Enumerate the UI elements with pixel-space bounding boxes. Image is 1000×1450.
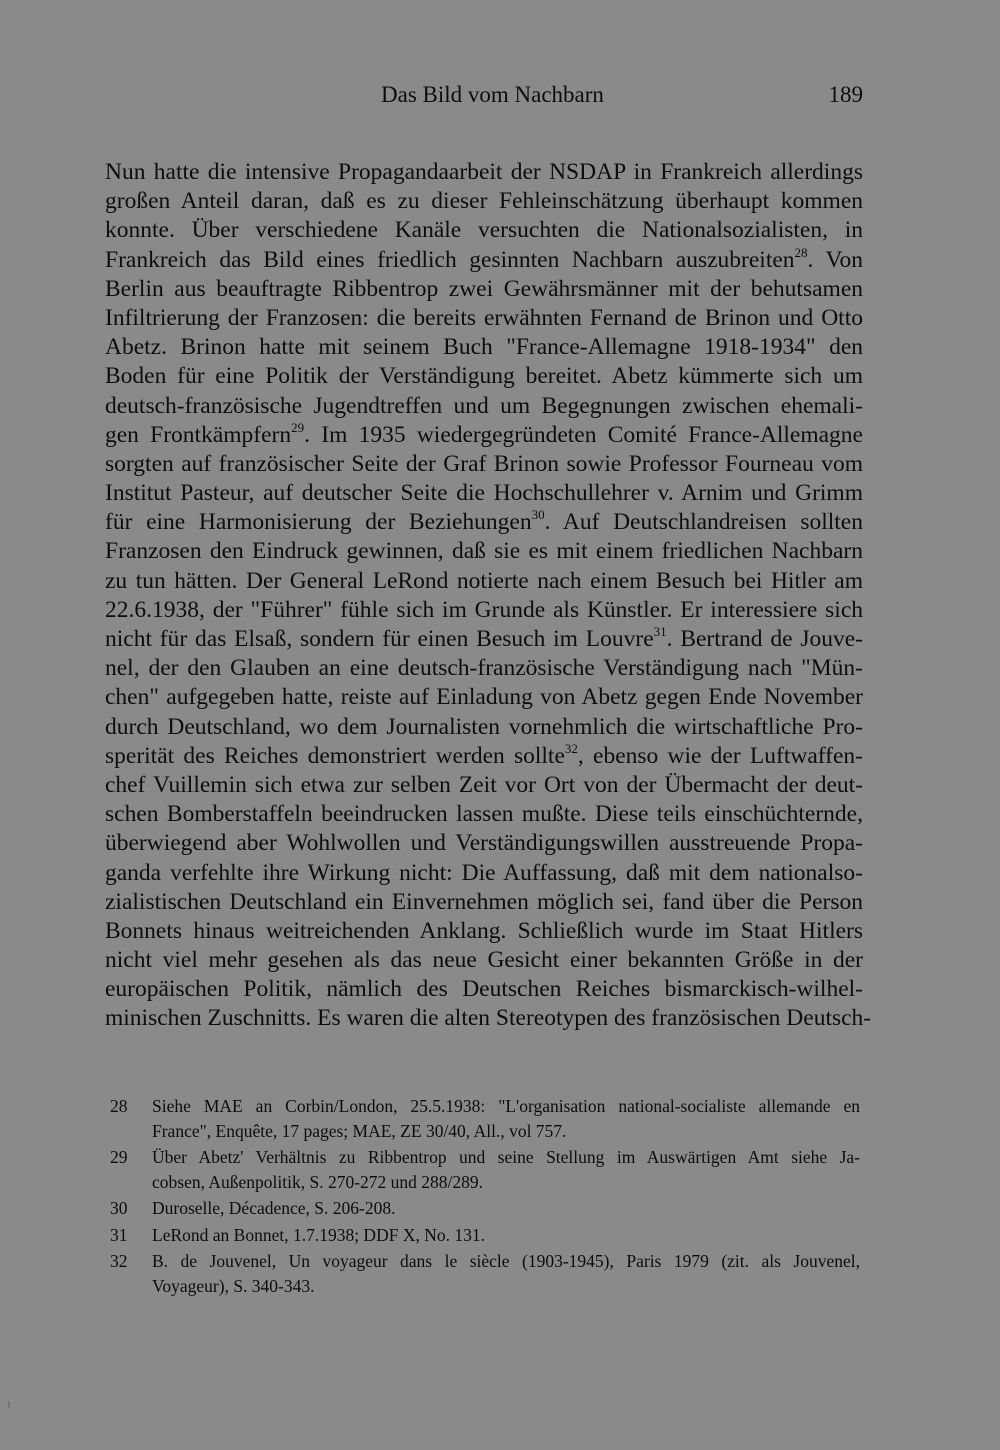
text-segment: minischen Zuschnitts. Es waren die alten Stereotypen des französischen Deutsch- bbox=[105, 1005, 872, 1032]
text-line bbox=[105, 450, 863, 479]
text-line bbox=[105, 537, 863, 566]
text-line bbox=[105, 246, 863, 275]
text-line bbox=[105, 479, 863, 508]
text-line bbox=[105, 1004, 872, 1033]
text-segment: , ebenso wie der Luftwaffen- bbox=[577, 742, 863, 769]
footnote-text: Voyageur), S. 340-343. bbox=[152, 1275, 315, 1296]
text-segment: nel, der den Glauben an eine deutsch-französische Verständigung nach "Mün- bbox=[105, 655, 863, 682]
text-segment: ganda verfehlte ihre Wirkung nicht: Die Auffassung, daß mit dem nationalso- bbox=[105, 859, 863, 886]
text-line bbox=[105, 304, 863, 333]
text-segment: nicht viel mehr gesehen als das neue Gesicht einer bekannten Größe in der bbox=[105, 947, 863, 974]
margin-mark: ǀ bbox=[8, 1400, 11, 1411]
text-line bbox=[105, 742, 863, 771]
text-line bbox=[105, 654, 863, 683]
text-line bbox=[105, 859, 863, 888]
text-line bbox=[105, 917, 863, 946]
text-segment: Boden für eine Politik der Verständigung bereitet. Abetz kümmerte sich um bbox=[105, 363, 863, 390]
text-line bbox=[105, 800, 863, 829]
footnotes bbox=[110, 1094, 860, 1300]
footnote-ref: 29 bbox=[291, 419, 305, 435]
text-segment: durch Deutschland, wo dem Journalisten vornehmlich die wirtschaftliche Pro- bbox=[105, 713, 863, 740]
text-line bbox=[105, 888, 863, 917]
text-segment: gen Frontkämpfern bbox=[105, 421, 292, 448]
text-segment: Nun hatte die intensive Propagandaarbeit der NSDAP in Frankreich allerdings bbox=[105, 159, 863, 185]
page-number: 189 bbox=[828, 82, 863, 107]
text-segment: europäischen Politik, nämlich des Deutschen Reiches bismarckisch-wilhel- bbox=[105, 976, 863, 1003]
text-segment: Franzosen den Eindruck gewinnen, daß sie es mit einem friedlichen Nachbarn bbox=[105, 538, 863, 565]
footnote-text: B. de Jouvenel, Un voyageur dans le siècle (1903-1945), Paris 1979 (zit. als Jouvenel, bbox=[152, 1251, 860, 1271]
text-line bbox=[105, 625, 863, 654]
text-segment: überwiegend aber Wohlwollen und Verständigungswillen ausstreuende Propa- bbox=[105, 830, 863, 857]
text-segment: schen Bomberstaffeln beeindrucken lassen mußte. Diese teils einschüchternde, bbox=[105, 801, 863, 828]
text-line bbox=[105, 362, 863, 391]
text-segment: Infiltrierung der Franzosen: die bereits erwähnten Fernand de Brinon und Otto bbox=[105, 304, 863, 331]
text-line bbox=[105, 158, 863, 187]
running-header bbox=[105, 80, 863, 110]
text-segment: deutsch-französische Jugendtreffen und um Begegnungen zwischen ehemali- bbox=[105, 392, 863, 419]
footnote bbox=[110, 1094, 860, 1143]
footnote-ref: 30 bbox=[531, 507, 545, 523]
text-segment: zialistischen Deutschland ein Einvernehmen möglich sei, fand über die Person bbox=[105, 888, 863, 915]
text-line bbox=[105, 713, 863, 742]
text-segment: 22.6.1938, der "Führer" fühle sich im Grunde als Künstler. Er interessiere sich bbox=[105, 596, 863, 623]
text-segment: chen" aufgegeben hatte, reiste auf Einladung von Abetz gegen Ende November bbox=[105, 684, 863, 711]
body-text bbox=[105, 158, 872, 1034]
footnote-number: 30 bbox=[110, 1198, 128, 1218]
footnote-text: Duroselle, Décadence, S. 206-208. bbox=[152, 1198, 396, 1218]
footnote-text: LeRond an Bonnet, 1.7.1938; DDF X, No. 131. bbox=[152, 1224, 485, 1245]
text-segment: . Im 1935 wiedergegründeten Comité France-Allemagne bbox=[304, 421, 863, 448]
text-line bbox=[105, 187, 863, 216]
text-segment: Bonnets hinaus weitreichenden Anklang. Schließlich wurde im Staat Hitlers bbox=[105, 917, 863, 944]
footnote-number: 28 bbox=[110, 1096, 128, 1116]
text-line bbox=[105, 421, 863, 450]
text-line bbox=[105, 216, 863, 245]
text-segment: sperität des Reiches demonstriert werden sollte bbox=[105, 742, 565, 769]
footnote-text: Siehe MAE an Corbin/London, 25.5.1938: "L'organisation national-socialiste allemande en bbox=[152, 1096, 860, 1116]
footnote bbox=[110, 1249, 860, 1298]
text-segment: chef Vuillemin sich etwa zur selben Zeit vor Ort von der Übermacht der deut- bbox=[105, 771, 863, 798]
text-segment: Frankreich das Bild eines friedlich gesinnten Nachbarn auszubreiten bbox=[105, 246, 795, 273]
text-segment: konnte. Über verschiedene Kanäle versuchten die Nationalsozialisten, in bbox=[105, 217, 863, 244]
footnote-number: 31 bbox=[110, 1224, 128, 1245]
footnote bbox=[110, 1196, 860, 1221]
footnote-text: cobsen, Außenpolitik, S. 270-272 und 288/289. bbox=[152, 1171, 484, 1192]
text-segment: . Auf Deutschlandreisen sollten bbox=[544, 509, 863, 536]
text-segment: Berlin aus beauftragte Ribbentrop zwei Gewährsmänner mit der behutsamen bbox=[105, 275, 863, 302]
text-line bbox=[105, 975, 863, 1004]
text-line bbox=[105, 683, 863, 712]
footnote-text: France", Enquête, 17 pages; MAE, ZE 30/40, All., vol 757. bbox=[152, 1120, 567, 1141]
text-segment: sorgten auf französischer Seite der Graf Brinon sowie Professor Fourneau vom bbox=[105, 450, 863, 477]
text-segment: Institut Pasteur, auf deutscher Seite die Hochschullehrer v. Arnim und Grimm bbox=[105, 480, 863, 507]
text-segment: . Bertrand de Jouve- bbox=[666, 626, 863, 652]
text-segment: . Von bbox=[807, 246, 863, 273]
footnote bbox=[110, 1223, 860, 1248]
text-line bbox=[105, 508, 863, 537]
text-line bbox=[105, 596, 863, 625]
text-line bbox=[105, 946, 863, 975]
footnote-text: Über Abetz' Verhältnis zu Ribbentrop und seine Stellung im Auswärtigen Amt siehe Ja- bbox=[152, 1147, 860, 1167]
text-line bbox=[105, 333, 863, 362]
running-title: Das Bild vom Nachbarn bbox=[381, 82, 604, 107]
text-segment: nicht für das Elsaß, sondern für einen Besuch im Louvre bbox=[105, 626, 654, 652]
text-segment: großen Anteil daran, daß es zu dieser Fehleinschätzung überhaupt kommen bbox=[105, 188, 863, 215]
text-line bbox=[105, 275, 863, 304]
text-line bbox=[105, 567, 863, 596]
footnote-number: 29 bbox=[110, 1147, 128, 1167]
text-segment: für eine Harmonisierung der Beziehungen bbox=[105, 509, 532, 536]
text-line bbox=[105, 829, 863, 858]
text-line bbox=[105, 771, 863, 800]
footnote-ref: 32 bbox=[564, 740, 578, 756]
text-segment: zu tun hätten. Der General LeRond notierte nach einem Besuch bei Hitler am bbox=[105, 567, 863, 594]
footnote-number: 32 bbox=[110, 1251, 128, 1271]
footnote-ref: 31 bbox=[653, 624, 667, 639]
text-line bbox=[105, 392, 863, 421]
footnote-ref: 28 bbox=[794, 244, 808, 260]
text-segment: Abetz. Brinon hatte mit seinem Buch "France-Allemagne 1918-1934" den bbox=[105, 334, 863, 361]
footnote bbox=[110, 1145, 860, 1194]
